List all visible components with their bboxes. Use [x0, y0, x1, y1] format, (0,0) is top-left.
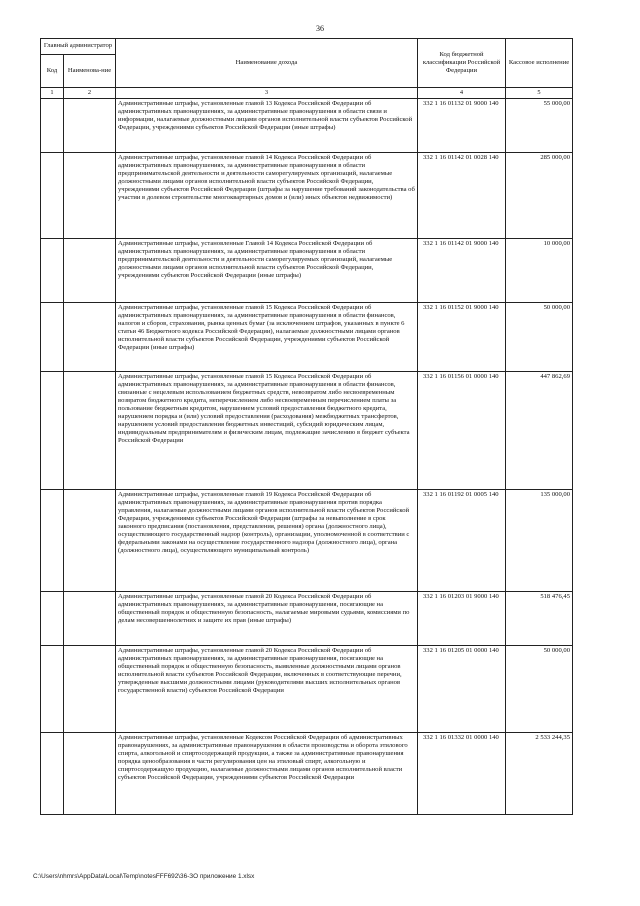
code-cell [41, 152, 64, 238]
income-name-cell: Административные штрафы, установленные главой 14 Кодекса Российской Федерации об административных правонарушениях, за административные правонарушения в области предпринимательской деятельности и деятельности саморегулируемых организаций, налагаемые должностными лицами органов исполнительной власти субъектов Российской Федерации, учреждениями субъектов Российской Федерации (штрафы за нарушение требований законодательства об участии в долевом строительстве многоквартирных домов и (или) иных объектов недвижимости) [116, 152, 418, 238]
admin-name-cell [64, 302, 116, 371]
amount-cell: 447 862,69 [506, 371, 573, 489]
budget-code-cell: 332 1 16 01332 01 0000 140 [418, 732, 506, 814]
budget-code-cell: 332 1 16 01205 01 0000 140 [418, 645, 506, 732]
code-cell [41, 489, 64, 591]
table-row [41, 302, 573, 371]
income-name-cell: Административные штрафы, установленные главой 15 Кодекса Российской Федерации об административных правонарушениях, за административные правонарушения в области финансов, связанные с нецелевым использованием бюджетных средств, невозвратом либо несвоевременным возвратом бюджетного кредита, неперечислением либо несвоевременным перечислением платы за пользование бюджетным кредитом, нарушением условий предоставления бюджетного кредита, нарушением порядка и (или) условий предоставления (расходования) межбюджетных трансфертов, нарушением условий предоставления бюджетных инвестиций, субсидий юридическим лицам, индивидуальным предпринимателям и физическим лицам, подлежащие зачислению в бюджет субъекта Российской Федерации [116, 371, 418, 489]
name-short-header: Наименова-ние [64, 55, 116, 88]
budget-code-cell: 332 1 16 01152 01 9000 140 [418, 302, 506, 371]
amount-cell: 135 000,00 [506, 489, 573, 591]
income-name-cell: Административные штрафы, установленные Кодексом Российской Федерации об административных правонарушениях, за административные правонарушения в области производства и оборота этилового спирта, алкогольной и спиртосодержащей продукции, а также за административные правонарушения порядка ценообразования в части регулирования цен на этиловый спирт, алкогольную и спиртосодержащую продукцию, налагаемые должностными лицами органов исполнительной власти субъектов Российской Федерации, учреждениями субъектов Российской Федерации [116, 732, 418, 814]
table-row [41, 732, 573, 814]
code-cell [41, 645, 64, 732]
budget-code-header: Код бюджетной классификации Российской Федерации [418, 39, 506, 88]
table-row [41, 98, 573, 152]
amount-cell: 285 000,00 [506, 152, 573, 238]
header-row-1 [41, 39, 573, 55]
admin-name-cell [64, 489, 116, 591]
code-cell [41, 591, 64, 645]
column-number: 5 [506, 88, 573, 99]
table-row [41, 489, 573, 591]
income-name-cell: Административные штрафы, установленные главой 15 Кодекса Российской Федерации об административных правонарушениях, за административные правонарушения в области финансов, налогов и сборов, страхования, рынка ценных бумаг (за исключением штрафов, указанных в пункте 6 статьи 46 Бюджетного кодекса Российской Федерации), налагаемые должностными лицами органов исполнительной власти субъектов Российской Федерации, учреждениями субъектов Российской Федерации (иные штрафы) [116, 302, 418, 371]
code-cell [41, 732, 64, 814]
income-name-header: Наименование дохода [116, 39, 418, 88]
admin-name-cell [64, 371, 116, 489]
income-name-cell: Административные штрафы, установленные главой 19 Кодекса Российской Федерации об административных правонарушениях, за административные правонарушения против порядка управления, налагаемые должностными лицами органов исполнительной власти субъектов Российской Федерации, учреждениями субъектов Российской Федерации (штрафы за невыполнение в срок законного предписания (постановления, представления, решения) органа (должностного лица), осуществляющего государственный надзор (контроль), организации, уполномоченной в соответствии с федеральными законами на осуществление государственного надзора (должностного лица), органа (должностного лица), осуществляющего муниципальный контроль) [116, 489, 418, 591]
income-name-cell: Административные штрафы, установленные главой 20 Кодекса Российской Федерации об административных правонарушениях, за административные правонарушения, посягающие на общественный порядок и общественную безопасность, выявленные должностными лицами органов исполнительной власти субъектов Российской Федерации, включенных в соответствующие перечни, утвержденные высшими должностными лицами (руководителями высших исполнительных органов государственной власти) субъектов Российской Федерации [116, 645, 418, 732]
admin-name-cell [64, 732, 116, 814]
table-row [41, 238, 573, 302]
table-row [41, 645, 573, 732]
table-row [41, 152, 573, 238]
admin-name-cell [64, 152, 116, 238]
amount-cell: 10 000,00 [506, 238, 573, 302]
column-numbers-row [41, 88, 573, 99]
column-number: 1 [41, 88, 64, 99]
budget-code-cell: 332 1 16 01132 01 9000 140 [418, 98, 506, 152]
code-cell [41, 238, 64, 302]
file-path-footer: C:\Users\nhmrs\AppData\Local\Temp\notesFFF692\36-ЗО приложение 1.xlsx [33, 873, 255, 880]
code-cell [41, 98, 64, 152]
code-cell [41, 302, 64, 371]
income-name-cell: Административные штрафы, установленные главой 20 Кодекса Российской Федерации об административных правонарушениях, за административные правонарушения, посягающие на общественный порядок и общественную безопасность, налагаемые мировыми судьями, комиссиями по делам несовершеннолетних и защите их прав (иные штрафы) [116, 591, 418, 645]
page-number: 36 [316, 24, 324, 33]
cash-execution-header: Кассовое исполнение [506, 39, 573, 88]
budget-code-cell: 332 1 16 01142 01 0028 140 [418, 152, 506, 238]
admin-name-cell [64, 98, 116, 152]
code-header: Код [41, 55, 64, 88]
budget-code-cell: 332 1 16 01156 01 0000 140 [418, 371, 506, 489]
column-number: 4 [418, 88, 506, 99]
amount-cell: 2 533 244,35 [506, 732, 573, 814]
budget-code-cell: 332 1 16 01142 01 9000 140 [418, 238, 506, 302]
admin-name-cell [64, 591, 116, 645]
budget-code-cell: 332 1 16 01203 01 9000 140 [418, 591, 506, 645]
amount-cell: 55 000,00 [506, 98, 573, 152]
budget-code-cell: 332 1 16 01192 01 0005 140 [418, 489, 506, 591]
amount-cell: 518 476,45 [506, 591, 573, 645]
code-cell [41, 371, 64, 489]
column-number: 2 [64, 88, 116, 99]
admin-name-cell [64, 645, 116, 732]
chief-admin-header: Главный администратор [41, 39, 116, 55]
amount-cell: 50 000,00 [506, 302, 573, 371]
income-name-cell: Административные штрафы, установленные Главой 14 Кодекса Российской Федерации об административных правонарушениях, за административные правонарушения в области предпринимательской деятельности и деятельности саморегулируемых организаций, налагаемые должностными лицами органов исполнительной власти субъектов Российской Федерации, учреждениями субъектов Российской Федерации (иные штрафы) [116, 238, 418, 302]
income-name-cell: Административные штрафы, установленные главой 13 Кодекса Российской Федерации об административных правонарушениях, за административные правонарушения в области связи и информации, налагаемые должностными лицами органов исполнительной власти субъектов Российской Федерации, учреждениями субъектов Российской Федерации (иные штрафы) [116, 98, 418, 152]
income-table [40, 38, 573, 815]
admin-name-cell [64, 238, 116, 302]
column-number: 3 [116, 88, 418, 99]
table-row [41, 371, 573, 489]
amount-cell: 50 000,00 [506, 645, 573, 732]
table-row [41, 591, 573, 645]
